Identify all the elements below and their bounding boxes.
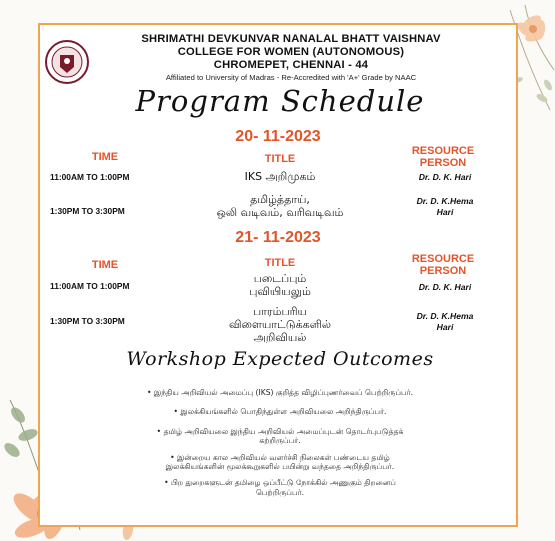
day2-row1-title bbox=[190, 272, 370, 298]
day2-row1-person: Dr. D. K. Hari bbox=[418, 282, 472, 292]
day2-person-header bbox=[388, 253, 498, 277]
day2-person-header-line1: RESOURCE bbox=[411, 253, 475, 265]
day2-row2-title bbox=[180, 305, 380, 344]
outcome-item-1: • இந்திய அறிவியல் அமைப்பு (IKS) குறித்த விழிப்புணர்வைப் பெற்றிருப்பர். bbox=[146, 388, 414, 397]
day1-row2-title-line1: தமிழ்த்தாய், bbox=[250, 193, 310, 206]
day2-row2-title-line1: பாரம்பரிய bbox=[252, 305, 307, 318]
day1-row1-person: Dr. D. K. Hari bbox=[418, 172, 472, 182]
college-name bbox=[96, 33, 486, 72]
day1-row2-person-line1: Dr. D. K.Hema bbox=[416, 196, 474, 206]
day1-title-header: TITLE bbox=[264, 153, 296, 165]
outcome-item-3: • தமிழ் அறிவியலை இந்திய அறிவியல் அமைப்புடன் தொடர்புபடுத்தக் bbox=[156, 427, 404, 436]
outcome-item-5: • பிற துறைகளுடன் தமிழை ஒப்பீட்டு நோக்கில் அணுகும் திறனைப் bbox=[164, 478, 396, 487]
day1-row2-person bbox=[390, 196, 500, 218]
day2-row2-title-line3: அறிவியல் bbox=[253, 331, 307, 344]
college-name-line-2: COLLEGE FOR WOMEN (AUTONOMOUS) bbox=[177, 46, 405, 58]
day1-date: 20- 11-2023 bbox=[235, 128, 321, 145]
program-schedule-title: Program Schedule bbox=[135, 84, 425, 118]
day2-row1-time: 11:00AM TO 1:00PM bbox=[50, 281, 130, 291]
day1-row2-title bbox=[180, 193, 380, 219]
day2-row2-time: 1:30PM TO 3:30PM bbox=[50, 316, 125, 326]
day2-person-header-line2: PERSON bbox=[419, 265, 467, 277]
outcome-item-4: • இன்றைய கால அறிவியல் வளர்ச்சி நிலைகள் பண்டைய தமிழ் bbox=[170, 453, 390, 462]
day2-title-header: TITLE bbox=[264, 257, 296, 269]
day2-date: 21- 11-2023 bbox=[235, 229, 321, 246]
day2-row2-person-line2: Hari bbox=[436, 322, 454, 332]
outcome-item-3-cont: கற்றிருப்பர். bbox=[259, 436, 301, 445]
workshop-outcomes-title: Workshop Expected Outcomes bbox=[126, 348, 434, 370]
day1-row1-title: IKS அறிமுகம் bbox=[244, 170, 316, 183]
college-address: CHROMEPET, CHENNAI - 44 bbox=[213, 59, 369, 71]
day2-row2-title-line2: விளையாட்டுக்களில் bbox=[229, 318, 331, 331]
outcome-item-4-cont: இலக்கியங்களின் மூலக்கூறுகளில் பயின்று வந்ததை அறிந்திருப்பர். bbox=[165, 462, 395, 471]
day1-person-header bbox=[388, 145, 498, 169]
day1-row2-title-line2: ஒலி வடிவம், வரிவடிவம் bbox=[216, 206, 344, 219]
day2-row1-title-line1: படைப்பும் bbox=[253, 272, 307, 285]
day2-row2-person-line1: Dr. D. K.Hema bbox=[416, 311, 474, 321]
day2-row1-title-line2: புவியியலும் bbox=[249, 285, 311, 298]
day1-row1-time: 11:00AM TO 1:00PM bbox=[50, 172, 130, 182]
day2-row2-person bbox=[390, 311, 500, 333]
outcome-item-2: • இலக்கியங்களில் பொதிந்துள்ள அறிவியலை அறிந்திருப்பர். bbox=[173, 407, 387, 416]
day1-time-header: TIME bbox=[91, 151, 119, 163]
day1-person-header-line1: RESOURCE bbox=[411, 145, 475, 157]
outcome-item-5-cont: பெற்றிருப்பர். bbox=[256, 488, 304, 497]
day1-person-header-line2: PERSON bbox=[419, 157, 467, 169]
college-logo-icon bbox=[45, 40, 89, 84]
college-name-line-1: SHRIMATHI DEVKUNVAR NANALAL BHATT VAISHNAV bbox=[141, 33, 441, 45]
affiliation-text: Affiliated to University of Madras - Re-Accredited with 'A+' Grade by NAAC bbox=[165, 73, 417, 82]
day2-time-header: TIME bbox=[91, 259, 119, 271]
day1-row2-time: 1:30PM TO 3:30PM bbox=[50, 206, 125, 216]
day1-row2-person-line2: Hari bbox=[436, 207, 454, 217]
